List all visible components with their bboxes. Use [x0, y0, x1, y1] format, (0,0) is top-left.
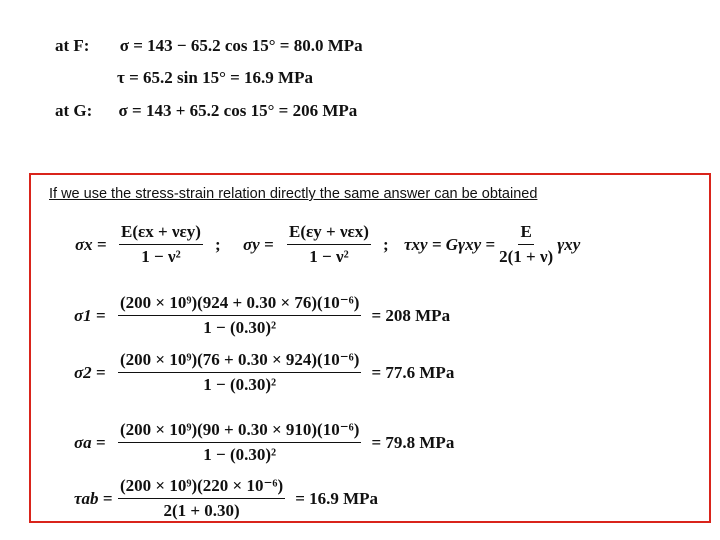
sigma-y-separator: ; — [382, 234, 389, 254]
label-at-f: at F: — [55, 36, 90, 55]
sigma-2-result: = 77.6 MPa — [371, 362, 455, 382]
result-sigma-a — [74, 420, 454, 465]
tau-xy-numerator: E — [518, 222, 533, 245]
sigma-a-fraction — [118, 420, 361, 465]
tau-xy-fraction — [499, 222, 553, 267]
equation-sigma-at-g — [55, 101, 357, 121]
tau-xy-denominator: 2(1 + ν) — [499, 247, 554, 266]
sigma-x-numerator: E(εx + νεy) — [119, 222, 203, 245]
tau-ab-numerator: (200 × 10⁹)(220 × 10⁻⁶) — [118, 476, 285, 499]
sigma-1-denominator: 1 − (0.30)² — [203, 318, 277, 337]
tau-xy-tail: γxy — [557, 234, 581, 254]
relation-sigma-y — [243, 222, 389, 267]
tau-f-text: τ = 65.2 sin 15° = 16.9 MPa — [117, 68, 313, 87]
sigma-a-lhs: σa = — [74, 432, 106, 452]
tau-ab-result: = 16.9 MPa — [295, 488, 379, 508]
sigma-y-denominator: 1 − ν² — [309, 247, 349, 266]
sigma-a-result: = 79.8 MPa — [371, 432, 455, 452]
sigma-x-denominator: 1 − ν² — [141, 247, 181, 266]
sigma-y-fraction — [287, 222, 371, 267]
note-text: If we use the stress-strain relation directly the same answer can be obtained — [49, 186, 538, 202]
sigma-f-text: σ = 143 − 65.2 cos 15° = 80.0 MPa — [119, 36, 363, 55]
relation-tau-xy — [404, 222, 580, 267]
tau-ab-fraction — [118, 476, 285, 521]
sigma-2-fraction — [118, 350, 361, 395]
tau-ab-denominator: 2(1 + 0.30) — [163, 501, 240, 520]
sigma-x-lhs: σx = — [75, 234, 107, 254]
equation-tau-at-f — [117, 68, 313, 88]
result-tau-ab — [74, 476, 378, 521]
sigma-a-numerator: (200 × 10⁹)(90 + 0.30 × 910)(10⁻⁶) — [118, 420, 361, 443]
sigma-1-fraction — [118, 293, 361, 338]
sigma-2-numerator: (200 × 10⁹)(76 + 0.30 × 924)(10⁻⁶) — [118, 350, 361, 373]
sigma-y-numerator: E(εy + νεx) — [287, 222, 371, 245]
sigma-2-lhs: σ2 = — [74, 362, 106, 382]
tau-ab-lhs: τab = — [74, 488, 113, 508]
sigma-x-fraction — [119, 222, 203, 267]
sigma-a-denominator: 1 − (0.30)² — [203, 445, 277, 464]
label-at-g: at G: — [55, 101, 93, 120]
sigma-y-lhs: σy = — [243, 234, 274, 254]
tau-xy-lhs: τxy = Gγxy = — [404, 234, 496, 254]
sigma-2-denominator: 1 − (0.30)² — [203, 375, 277, 394]
sigma-1-result: = 208 MPa — [371, 305, 451, 325]
sigma-1-numerator: (200 × 10⁹)(924 + 0.30 × 76)(10⁻⁶) — [118, 293, 361, 316]
sigma-g-text: σ = 143 + 65.2 cos 15° = 206 MPa — [118, 101, 358, 120]
result-sigma-2 — [74, 350, 454, 395]
sigma-x-separator: ; — [214, 234, 221, 254]
equation-sigma-at-f — [55, 36, 363, 56]
sigma-1-lhs: σ1 = — [74, 305, 106, 325]
result-sigma-1 — [74, 293, 450, 338]
relation-sigma-x — [75, 222, 221, 267]
